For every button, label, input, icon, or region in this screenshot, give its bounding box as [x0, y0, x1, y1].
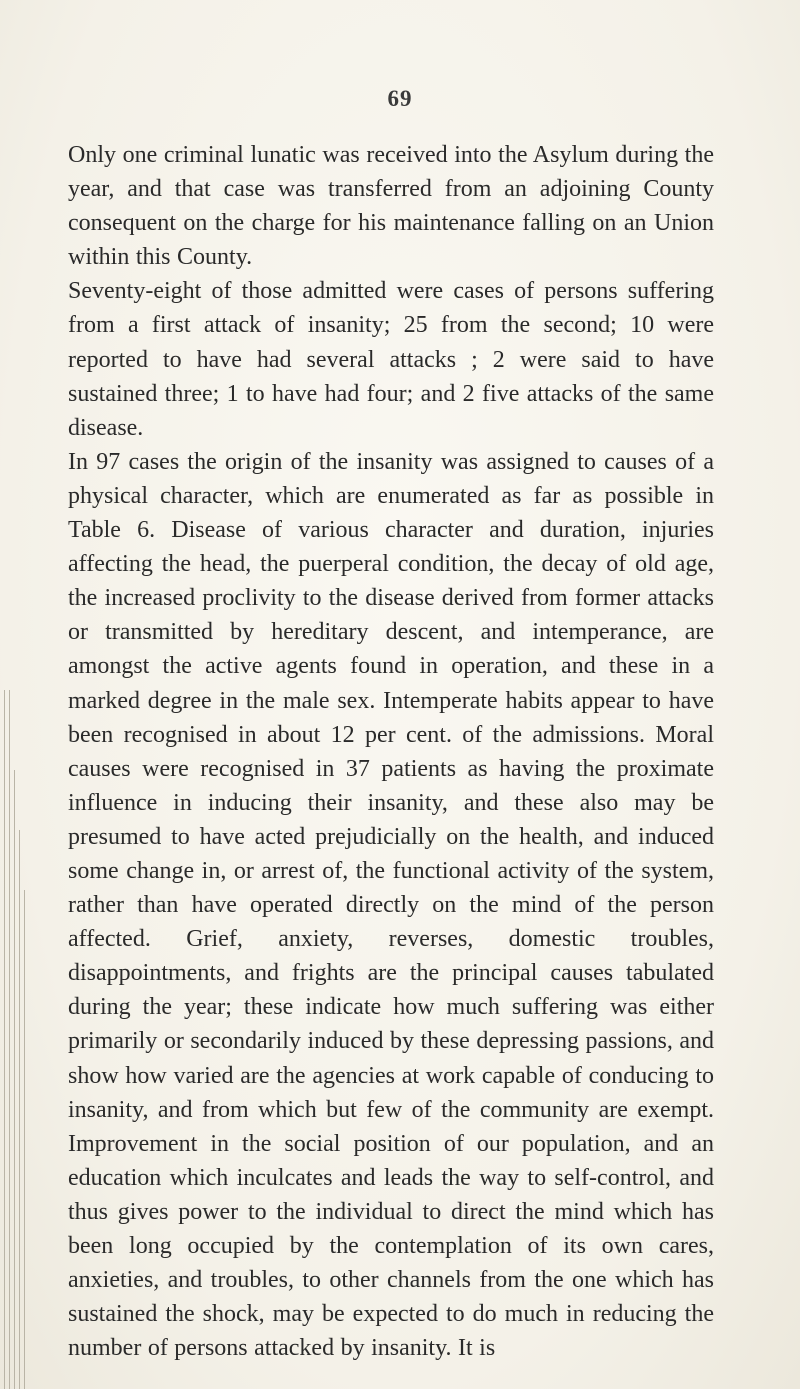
paragraph-attack-counts: Seventy-eight of those admitted were cases of persons suffering from a first attack of insanity; 25 from the second; 10 were reported to have had several attacks ; 2 were said to have sustained three; 1 to have had four; and 2 five attacks of the same disease.: [68, 278, 714, 441]
page-number: 69: [387, 86, 413, 111]
paragraph-criminal-lunatic: Only one criminal lunatic was received into the Asylum during the year, and that case was transferred from an adjoining County consequent on the charge for his maintenance falling on an Union within this County.: [68, 142, 714, 271]
paragraph-causes: In 97 cases the origin of the insanity was assigned to causes of a physical character, which are enumerated as far as possible in Table 6. Disease of various character and duration, injuries affecting the head, the puerperal condition, the decay of old age, the increased proclivity to the disease derived from former attacks or transmitted by hereditary descent, and intemperance, are amongst the active agents found in operation, and these in a marked degree in the male sex. Intemperate habits appear to have been recognised in about 12 per cent. of the admissions. Moral causes were recognised in 37 patients as having the proximate influence in inducing their insanity, and these also may be presumed to have acted prejudicially on the health, and induced some change in, or arrest of, the functional activity of the system, rather than have operated directly on the mind of the person affected. Grief, anxiety, reverses, domestic troubles, disappointments, and frights are the principal causes tabulated during the year; these indicate how much suffering was either primarily or secondarily induced by these depressing passions, and show how varied are the agencies at work capable of conducing to insanity, and from which but few of the community are exempt. Improvement in the social position of our population, and an education which inculcates and leads the way to self-control, and thus gives power to the individual to direct the mind which has been long occupied by the contemplation of its own cares, anxieties, and troubles, to other channels from the one which has sustained the shock, may be expected to do much in reducing the number of persons attacked by insanity. It is: [68, 448, 714, 1362]
body-text: [68, 138, 714, 1365]
binding-edge-shadow: [0, 690, 34, 1389]
